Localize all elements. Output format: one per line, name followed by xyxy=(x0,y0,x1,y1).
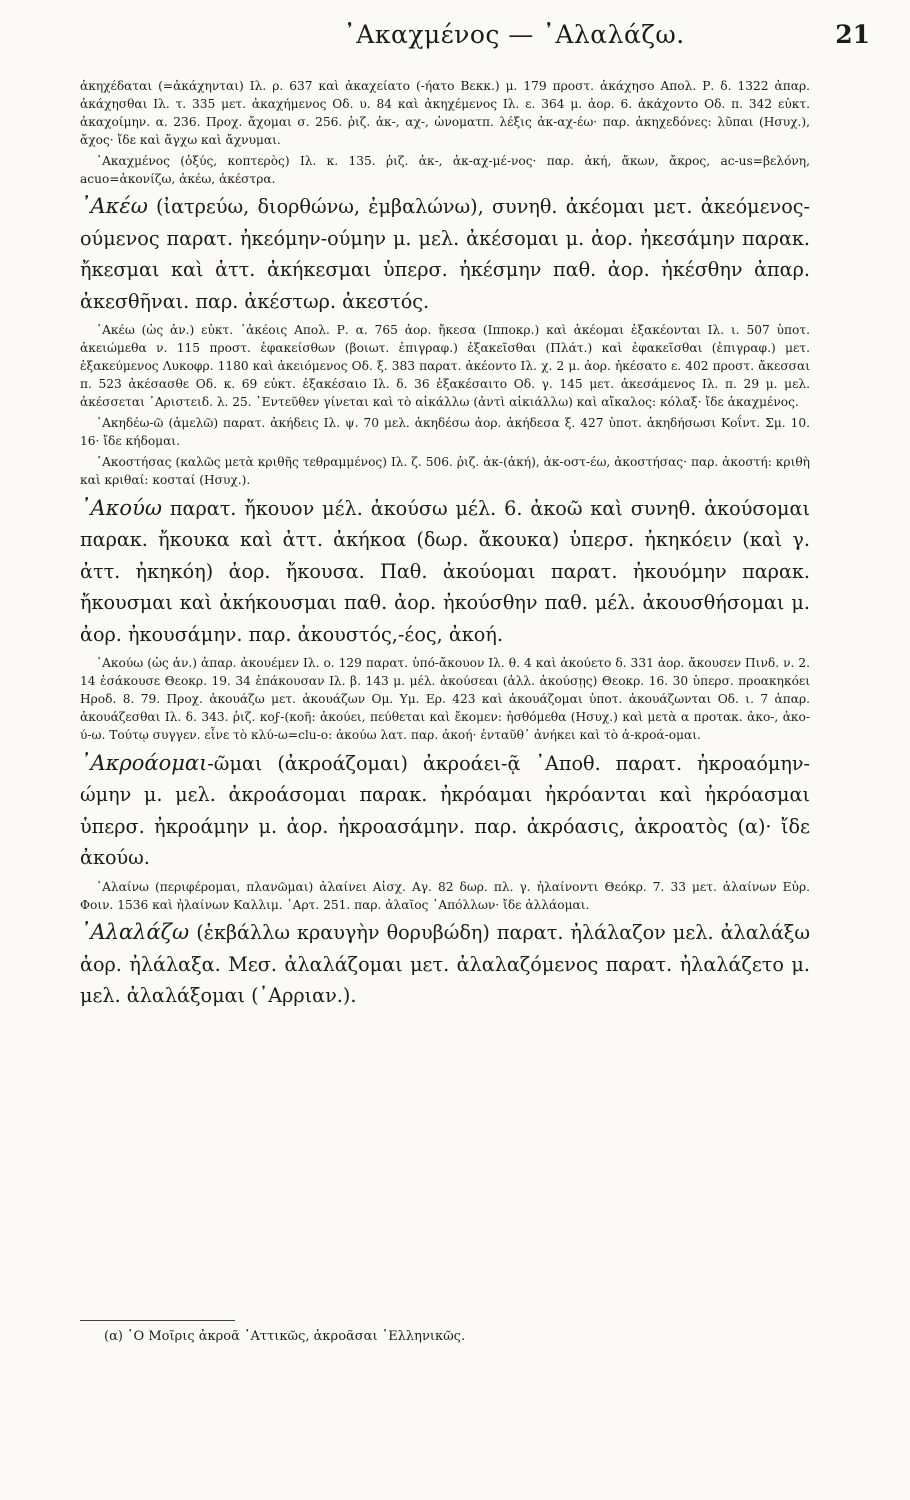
entry-lemma: ᾿Ακέω xyxy=(80,194,148,219)
entry-text: ἀκηχέδαται (=ἀκάχηνται) Ιλ. ρ. 637 καὶ ἀκαχείατο (-ήατο Βεκκ.) μ. 179 προστ. ἀκάχησο Απολ. Ρ. δ. 1322 ἀπαρ. ἀκάχησθαι Ιλ. τ. 335 μετ. ἀκαχήμενος Οδ. υ. 84 καὶ ἀκηχέμενος Ιλ. ε. 364 μ. ἀορ. 6. ἀκάχοντο Οδ. π. 342 εὐκτ. ἀκαχοίμην. α. 236. Προχ. ἄχομαι σ. 256. ῥιζ. ἀκ-, αχ-, ὠνοματπ. λέξις ἀκ-αχ-έω· παρ. ἀκηχεδόνες: λῦπαι (Ησυχ.), ἄχος· ἴδε καὶ ἄγχω καὶ ἄχνυμαι. xyxy=(80,79,810,147)
footnote-divider xyxy=(80,1320,235,1321)
footnote: (α) ῾Ο Μοῖρις ἀκροᾶ ᾽Αττικῶς, ἀκροᾶσαι ῾Ελληνικῶς. xyxy=(104,1329,466,1344)
entry-text: ᾿Ακοστήσας (καλῶς μετὰ κριθῆς τεθραμμένος) Ιλ. ζ. 506. ῥιζ. ἀκ-(ἀκή), ἀκ-οστ-έω, ἀκοστήσας· παρ. ἀκοστή: κριθὴ καὶ κριθαί: κοσταί (Ησυχ.). xyxy=(80,454,810,487)
entry-lemma: ᾿Αλαλάζω xyxy=(80,920,190,945)
entry-text: ᾿Αλαίνω (περιφέρομαι, πλανῶμαι) ἀλαίνει Αἰσχ. Αγ. 82 δωρ. πλ. γ. ἠλαίνοντι Θεόκρ. 7. 33 μετ. ἀλαίνων Εὐρ. Φοιν. 1536 καὶ ἠλαίνων Καλλιμ. ᾽Αρτ. 251. παρ. ἀλαῖος ᾽Απόλλων· ἴδε ἀλλάομαι. xyxy=(80,879,810,912)
entry-akedeo xyxy=(80,415,810,451)
entry-akostesas xyxy=(80,454,810,490)
entry-text: ᾿Ακούω (ὡς ἀν.) ἀπαρ. ἀκουέμεν Ιλ. ο. 129 παρατ. ὑπό-ἄκουον Ιλ. θ. 4 καὶ ἀκούετο δ. 331 ἀορ. ἄκουσεν Πινδ. ν. 2. 14 ἐσάκουσε Θεοκρ. 19. 34 ἐπάκουσαν Ιλ. β. 143 μ. μέλ. ἀκούσεαι (ἀλλ. ἀκούσῃς) Θεοκρ. 16. 30 ὑπερσ. προακηκόει Ηροδ. 8. 79. Προχ. ἀκουάζω μετ. ἀκουάζων Ομ. Υμ. Ερ. 423 καὶ ἀκουάζομαι ὑποτ. ἀκουάζωνται Οδ. ι. 7 ἀπαρ. ἀκουάζεσθαι Ιλ. δ. 343. ῥιζ. κοϝ-(κοῆ: ἀκούει, πεύθεται καὶ ἔκομεν: ἠσθόμεθα (Ησυχ.) καὶ μετὰ α προτακ. ἀκο-, ἀκο-ύ-ω. Τούτῳ συγγεν. εἶνε τὸ κλύ-ω=clu-o: ἀκούω λατ. παρ. ἀκοή· ἐνταῦθ᾿ ἀνήκει καὶ τὸ ἀ-κροά-ομαι. xyxy=(80,656,810,742)
entry-lemma: ᾿Ακροάομαι xyxy=(80,750,208,775)
entry-text: -ῶμαι (ἀκροάζομαι) ἀκροάει-ᾷ ᾽Αποθ. παρατ. ἠκροαόμην-ώμην μ. μελ. ἀκροάσομαι παρακ. ἠκρόαμαι ἠκρόανται καὶ ἠκρόασμαι ὑπερσ. ἠκροάμην μ. ἀορ. ἠκροασάμην. παρ. ἀκρόασις, ἀκροατὸς (α)· ἴδε ἀκούω. xyxy=(80,751,810,870)
entry-text: (ἐκβάλλω κραυγὴν θορυβώδη) παρατ. ἠλάλαζον μελ. ἀλαλάξω ἀορ. ἠλάλαξα. Μεσ. ἀλαλάζομαι μετ. ἀλαλαζόμενος παρατ. ἠλαλάζετο μ. μελ. ἀλαλάξομαι (᾽Αρριαν.). xyxy=(80,921,810,1008)
entry-alalazo xyxy=(80,917,810,1012)
entry-akouo xyxy=(80,493,810,651)
entry-akachmenos xyxy=(80,153,810,189)
entry-akeo xyxy=(80,191,810,317)
entry-alaino xyxy=(80,879,810,915)
entry-akeo-notes xyxy=(80,322,810,412)
entry-continuation xyxy=(80,78,810,150)
entry-akouo-notes xyxy=(80,655,810,745)
dictionary-body xyxy=(80,78,810,1017)
entry-text: ᾿Ακαχμένος (ὀξύς, κοπτερὸς) Ιλ. κ. 135. ῥιζ. ἀκ-, ἀκ-αχ-μέ-νος· παρ. ἀκή, ἄκων, ἄκρος, ac-us=βελόνη, acuo=ἀκονίζω, ἀκέω, ἀκέστρα. xyxy=(80,153,810,186)
entry-text: ᾿Ακηδέω-ῶ (ἀμελῶ) παρατ. ἀκήδεις Ιλ. ψ. 70 μελ. ἀκηδέσω ἀορ. ἀκήδεσα ξ. 427 ὑποτ. ἀκηδήσωσι Κοΐντ. Σμ. 10. 16· ἴδε κήδομαι. xyxy=(80,415,810,448)
page-number: 21 xyxy=(835,20,870,49)
entry-text: ᾿Ακέω (ὡς ἀν.) εὐκτ. ᾽ἀκέοις Απολ. Ρ. α. 765 ἀορ. ἤκεσα (Ιπποκρ.) καὶ ἀκέομαι ἐξακέονται Ιλ. ι. 507 ὑποτ. ἀκειώμεθα ν. 115 προστ. ἐφακείσθων (βοιωτ. ἐπιγραφ.) ἐξακεῖσθαι (Πλάτ.) καὶ ἐφακεῖσθαι (ἐπιγραφ.) μετ. ἐξακεύμενος Λυκοφρ. 1180 καὶ ἀκειόμενος Οδ. ξ. 383 παρατ. ἀκέοντο Ιλ. χ. 2 μ. ἀορ. ἠκέσατο ε. 402 προστ. ἄκεσσαι π. 523 ἀκέσασθε Οδ. κ. 69 εὐκτ. ἐξακέσαιο Ιλ. δ. 36 ἐξακέσαιτο Οδ. γ. 145 μετ. ἀκεσάμενος Ιλ. π. 29 μ. μελ. ἀκέσσεται ᾽Αριστειδ. λ. 25. ᾽Εντεῦθεν γίνεται καὶ τὸ αἰκάλλω (ἀντὶ αἰκιάλλω) καὶ αἴκαλος: κόλαξ· ἴδε ἀκαχμένος. xyxy=(80,323,810,410)
entry-text: παρατ. ἤκουον μέλ. ἀκούσω μέλ. 6. ἀκοῶ καὶ συνηθ. ἀκούσομαι παρακ. ἤκουκα καὶ ἀττ. ἀκήκοα (δωρ. ἄκουκα) ὑπερσ. ἠκηκόειν (καὶ γ. ἀττ. ἠκηκόη) ἀορ. ἤκουσα. Παθ. ἀκούομαι παρατ. ἠκουόμην παρακ. ἤκουσμαι καὶ ἀκήκουσμαι παθ. ἀορ. ἠκούσθην παθ. μέλ. ἀκουσθήσομαι μ. ἀορ. ἠκουσάμην. παρ. ἀκουστός,-έος, ἀκοή. xyxy=(80,496,810,646)
entry-akroaomai xyxy=(80,748,810,874)
entry-text: (ἰατρεύω, διορθώνω, ἐμβαλώνω), συνηθ. ἀκέομαι μετ. ἀκεόμενος-ούμενος παρατ. ἠκεόμην-ούμην μ. μελ. ἀκέσομαι μ. ἀορ. ἠκεσάμην παρακ. ἤκεσμαι καὶ ἀττ. ἀκήκεσμαι ὑπερσ. ἠκέσμην παθ. ἀορ. ἠκέσθην ἀπαρ. ἀκεσθῆναι. παρ. ἀκέστωρ. ἀκεστός. xyxy=(80,195,810,313)
entry-lemma: ᾿Ακούω xyxy=(80,495,162,520)
page-header xyxy=(78,20,880,60)
running-head: ᾿Ακαχμένος — ᾿Αλαλάζω. xyxy=(343,20,685,49)
